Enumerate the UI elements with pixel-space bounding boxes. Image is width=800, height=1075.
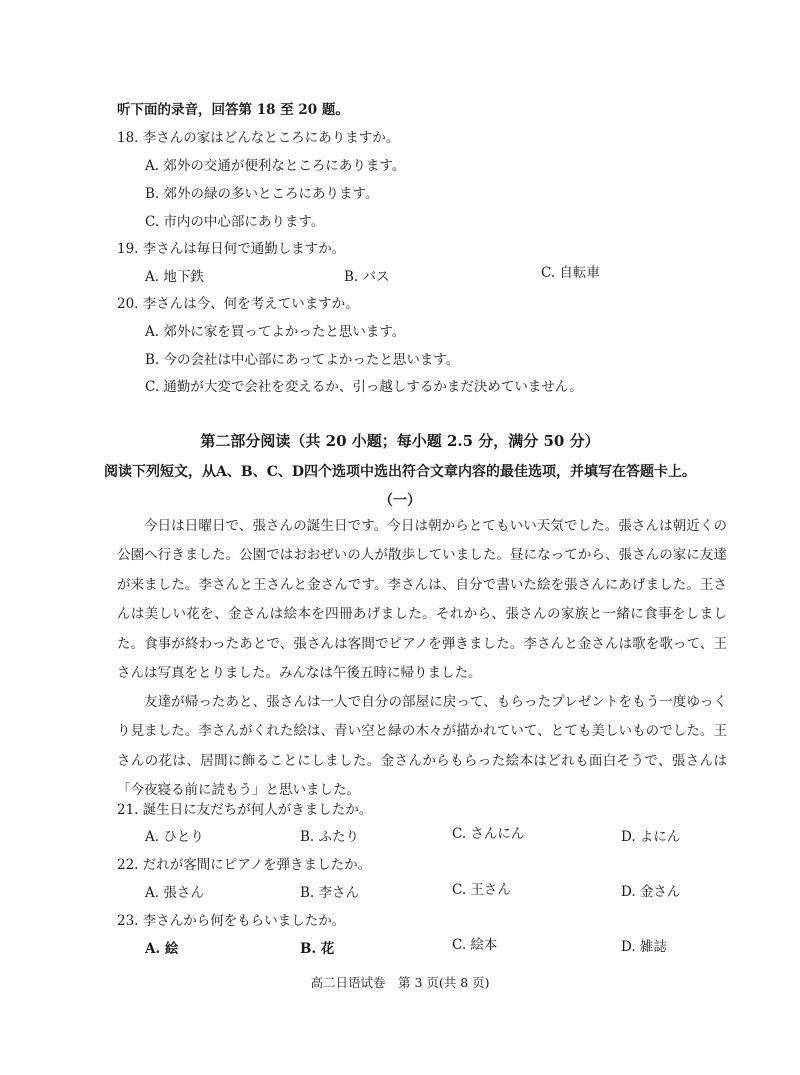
section-title: 第二部分阅读（共 20 小题；每小题 2.5 分，满分 50 分） bbox=[200, 432, 600, 450]
q22-option-c: C. 王さん bbox=[452, 882, 511, 898]
q19-option-c: C. 自転車 bbox=[541, 265, 600, 281]
question-18: 18. 李さんの家はどんなところにありますか。 bbox=[117, 130, 400, 146]
q21-option-c: C. さんにん bbox=[452, 826, 525, 842]
reading-instruction: 阅读下列短文，从A、B、C、D四个选项中选出符合文章内容的最佳选项，并填写在答题卡上。 bbox=[104, 464, 696, 480]
q23-option-d: D. 雑誌 bbox=[621, 939, 667, 955]
q23-option-b: B. 花 bbox=[300, 941, 335, 957]
part-label: （一） bbox=[379, 493, 421, 509]
passage-paragraph-1: 今日は日曜日で、張さんの誕生日です。今日は朝からとてもいい天気でした。張さんは朝近くの公園へ行きました。公園ではおおぜいの人が散歩していました。昼になってから、張さんの家に友達が来ました。李さんと王さんと金さんです。李さんは、自分で書いた絵を張さんにあげました。王さんは美しい花を、金さんは絵本を四冊あげました。それから、張さんの家族と一緒に食事をしました。食事が終わったあとで、張さんは客間でピアノを弾きました。李さんと金さんは歌を歌って、王さんは写真をとりました。みんなは午後五時に帰りました。 bbox=[117, 518, 727, 682]
q18-option-a: A. 郊外の交通が便利なところにあります。 bbox=[145, 158, 406, 174]
q23-option-c: C. 絵本 bbox=[452, 937, 498, 953]
page-footer: 高二日语试卷 第 3 页(共 8 页) bbox=[310, 975, 490, 990]
passage-paragraph-2: 友達が帰ったあと、張さんは一人で自分の部屋に戻って、もらったプレゼントをもう一度ゆっくり見ました。李さんがくれた絵は、青い空と緑の木々が描かれていて、とても美しいものでした。王さんの花は、居間に飾ることにしました。金さんからもらった絵本はどれも面白そうで、張さんは「今夜寝る前に読もう」と思いました。 bbox=[117, 694, 727, 799]
listening-intro: 听下面的录音，回答第 18 至 20 题。 bbox=[117, 102, 349, 118]
q18-option-b: B. 郊外の緑の多いところにあります。 bbox=[145, 186, 379, 202]
question-19: 19. 李さんは毎日何で通勤しますか。 bbox=[117, 241, 346, 257]
q19-option-a: A. 地下鉄 bbox=[145, 269, 204, 285]
q21-option-a: A. ひとり bbox=[145, 829, 204, 845]
question-22: 22. だれが客間にピアノを弾きましたか。 bbox=[117, 857, 372, 873]
q20-option-b: B. 今の会社は中心部にあってよかったと思います。 bbox=[145, 352, 460, 368]
q22-option-b: B. 李さん bbox=[300, 885, 360, 901]
q20-option-a: A. 郊外に家を買ってよかったと思います。 bbox=[145, 324, 406, 340]
q21-option-d: D. よにん bbox=[621, 829, 681, 845]
question-21: 21. 誕生日に友だちが何人がきましたか。 bbox=[117, 802, 373, 818]
q18-option-c: C. 市内の中心部にあります。 bbox=[145, 214, 325, 230]
question-23: 23. 李さんから何をもらいましたか。 bbox=[117, 913, 346, 929]
q21-option-b: B. ふたり bbox=[300, 829, 360, 845]
q22-option-d: D. 金さん bbox=[621, 884, 681, 900]
q22-option-a: A. 張さん bbox=[145, 885, 204, 901]
q19-option-b: B. バス bbox=[344, 269, 390, 285]
q23-option-a: A. 絵 bbox=[145, 941, 179, 957]
q20-option-c: C. 通勤が大変で会社を変えるか、引っ越しするかまだ決めていません。 bbox=[145, 379, 583, 395]
question-20: 20. 李さんは今、何を考えていますか。 bbox=[117, 296, 359, 312]
